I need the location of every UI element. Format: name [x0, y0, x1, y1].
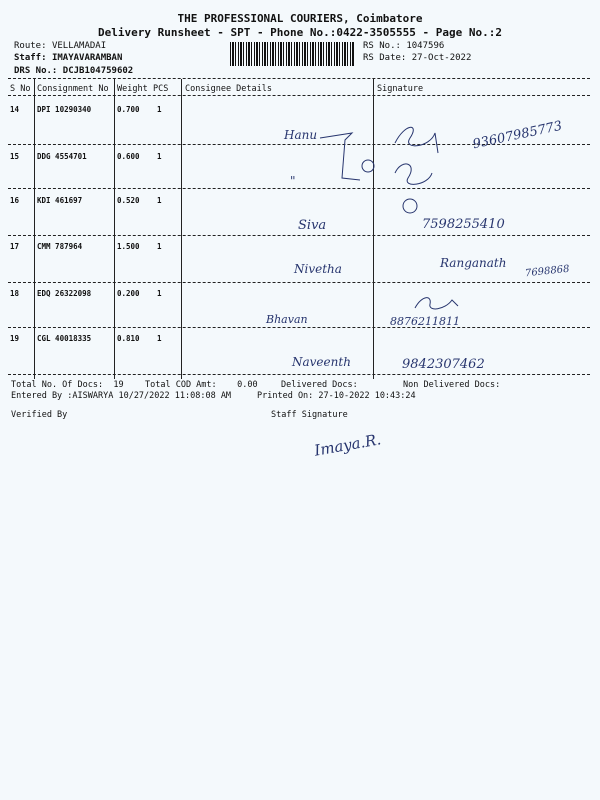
rs-date: RS Date: 27-Oct-2022 [363, 53, 472, 63]
row-consignment: EDQ 26322098 [37, 289, 92, 298]
row-pcs: 1 [157, 334, 162, 343]
row-consignment: KDI 461697 [37, 196, 83, 205]
runsheet-subtitle: Delivery Runsheet - SPT - Phone No.:0422-3505555 - Page No.:2 [98, 26, 502, 39]
row-pcs: 1 [157, 289, 162, 298]
delivered-docs: Delivered Docs: [281, 380, 358, 390]
route-label: Route: [14, 41, 47, 51]
staff-handwritten-signature: Imaya.R. [312, 430, 383, 460]
row-pcs: 1 [157, 242, 162, 251]
row-rule [8, 327, 590, 328]
barcode-image [230, 42, 355, 66]
handwritten-consignee-name: Hanu [284, 128, 318, 142]
col-divider-pcs [181, 79, 182, 379]
row-pcs: 1 [157, 152, 162, 161]
row-sno: 18 [10, 289, 20, 298]
row-weight: 0.700 [117, 105, 140, 114]
row-rule [8, 282, 590, 283]
row-rule [8, 235, 590, 236]
row-consignment: CMM 787964 [37, 242, 83, 251]
handwritten-consignee-name: Nivetha [294, 262, 342, 276]
row-consignment: DPI 10290340 [37, 105, 92, 114]
row-weight: 0.200 [117, 289, 140, 298]
header-weight: Weight [117, 84, 148, 94]
handwritten-phone: 9842307462 [402, 357, 485, 372]
row-weight: 0.520 [117, 196, 140, 205]
row-pcs: 1 [157, 105, 162, 114]
row-weight: 0.600 [117, 152, 140, 161]
col-divider-consignment [114, 79, 115, 379]
drs-label: DRS No.: [14, 66, 58, 76]
rs-number: RS No.: 1047596 [363, 41, 445, 51]
drs-line [14, 66, 133, 76]
handwritten-receiver-signature-strokes [410, 290, 470, 320]
row-sno: 17 [10, 242, 20, 251]
table-top-rule [8, 78, 590, 79]
header-signature: Signature [377, 84, 424, 94]
staff-line [14, 53, 122, 63]
handwritten-consignee-name: Naveenth [292, 355, 351, 369]
drs-value: DCJB104759602 [62, 66, 134, 76]
non-delivered-docs: Non Delivered Docs: [403, 380, 501, 390]
row-consignment: CGL 40018335 [37, 334, 92, 343]
staff-signature-label: Staff Signature [271, 410, 348, 420]
handwritten-ditto-mark: " [290, 174, 296, 188]
row-sno: 14 [10, 105, 20, 114]
row-weight: 1.500 [117, 242, 140, 251]
printed-on: Printed On: 27-10-2022 10:43:24 [257, 391, 416, 401]
handwritten-consignee-name: Siva [298, 218, 327, 233]
row-sno: 16 [10, 196, 20, 205]
table-bottom-rule [8, 374, 590, 375]
row-weight: 0.810 [117, 334, 140, 343]
handwritten-signature-strokes [310, 118, 500, 228]
handwritten-phone: 8876211811 [390, 315, 460, 328]
staff-label: Staff: [14, 53, 47, 63]
route-value: VELLAMADAI [51, 41, 107, 51]
route-line [14, 41, 106, 51]
company-title: THE PROFESSIONAL COURIERS, Coimbatore [177, 12, 423, 25]
header-pcs: PCS [153, 84, 169, 94]
total-docs: Total No. Of Docs: 19 [11, 380, 124, 390]
header-consignment: Consignment No [37, 84, 109, 94]
handwritten-receiver-signature: Ranganath [440, 256, 507, 270]
total-cod-amount: Total COD Amt: 0.00 [145, 380, 258, 390]
row-sno: 19 [10, 334, 20, 343]
staff-value: IMAYAVARAMBAN [51, 53, 123, 63]
row-sno: 15 [10, 152, 20, 161]
row-pcs: 1 [157, 196, 162, 205]
handwritten-phone: 93607985773 [471, 118, 564, 153]
row-rule [8, 188, 590, 189]
handwritten-phone: 7698868 [524, 263, 570, 280]
handwritten-consignee-name: Bhavan [266, 313, 308, 326]
header-bottom-rule [8, 95, 590, 96]
header-sno: S No [10, 84, 31, 94]
handwritten-phone: 7598255410 [422, 217, 505, 232]
row-consignment: DDG 4554701 [37, 152, 87, 161]
entered-by: Entered By :AISWARYA 10/27/2022 11:08:08 AM [11, 391, 232, 401]
col-divider-sno [34, 79, 35, 379]
header-consignee-details: Consignee Details [185, 84, 272, 94]
verified-by-label: Verified By [11, 410, 68, 420]
